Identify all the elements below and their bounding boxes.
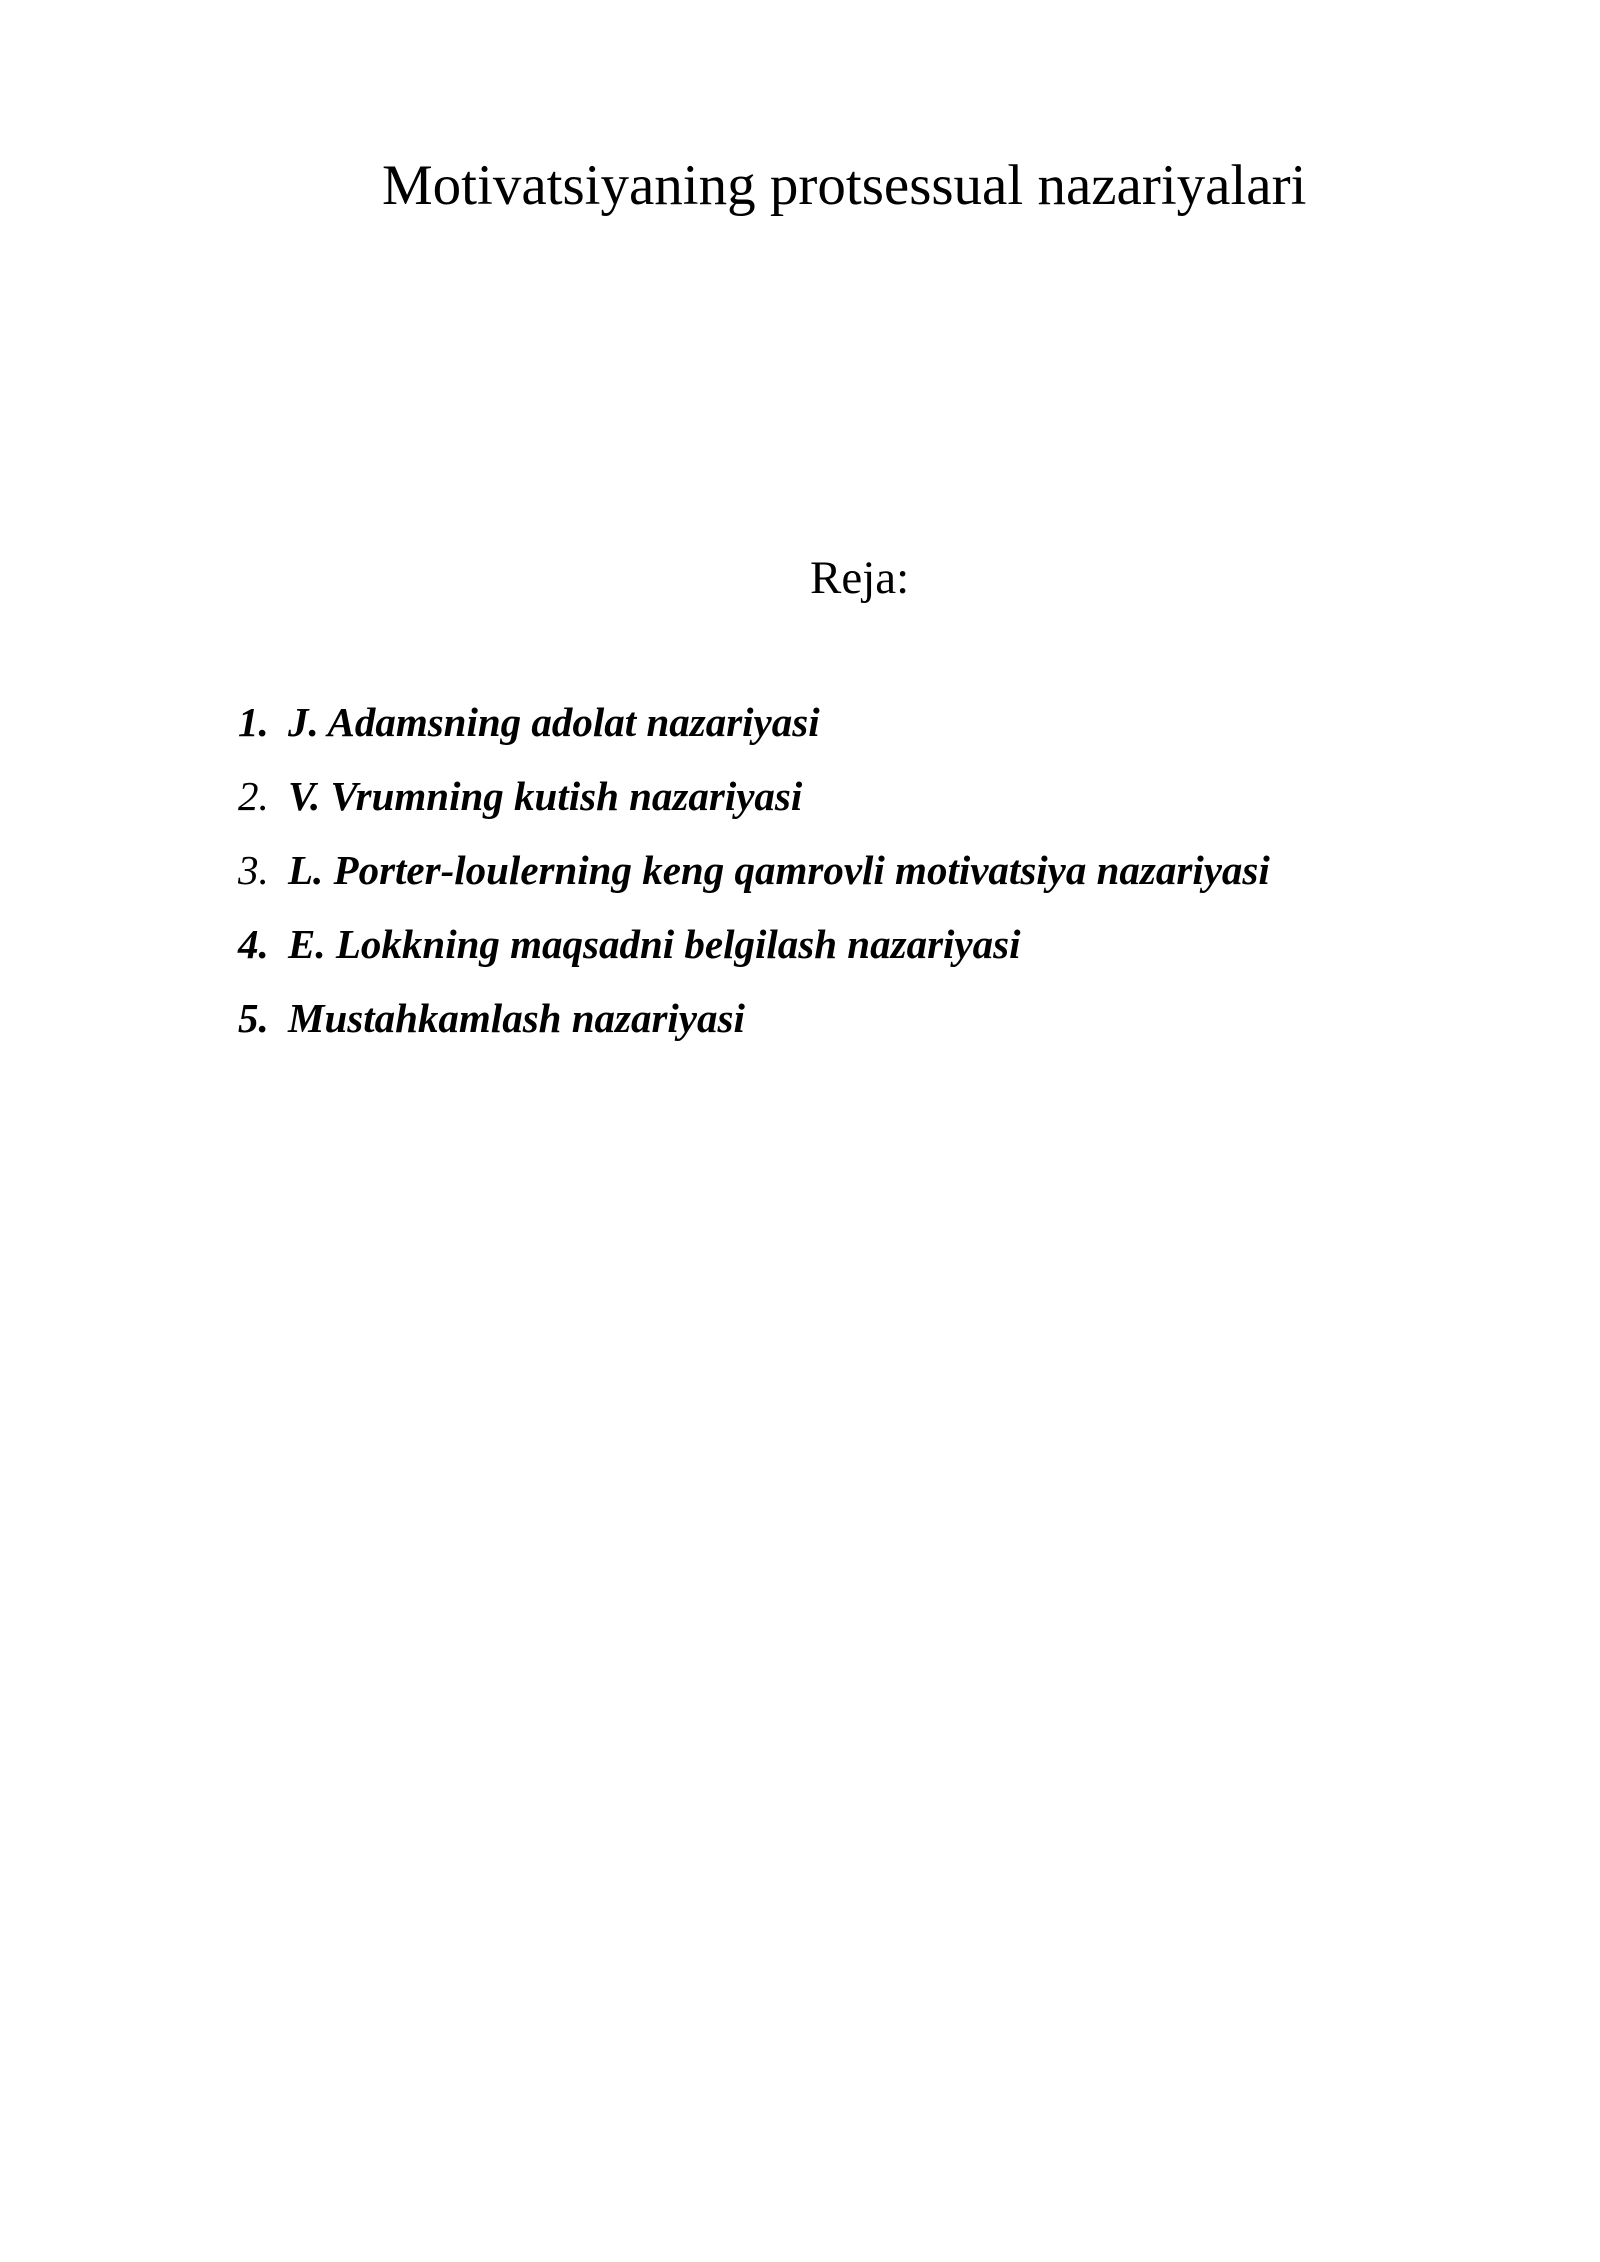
plan-item-3: [238, 842, 1270, 916]
plan-item-number: 1.: [238, 699, 269, 745]
plan-item-text: J. Adamsning adolat nazariyasi: [288, 699, 820, 745]
plan-heading: Reja:: [810, 552, 910, 604]
plan-list: [238, 694, 1270, 1064]
plan-item-number: 5.: [238, 995, 269, 1041]
plan-item-5: [238, 990, 1270, 1064]
plan-item-4: [238, 916, 1270, 990]
plan-item-text: Mustahkamlash nazariyasi: [288, 995, 745, 1041]
plan-item-2: [238, 768, 1270, 842]
plan-item-text: V. Vrumning kutish nazariyasi: [288, 773, 803, 819]
plan-item-number: 4.: [238, 921, 269, 967]
plan-item-number: 3.: [238, 847, 269, 893]
document-title: Motivatsiyaning protsessual nazariyalari: [382, 154, 1307, 217]
plan-item-text: L. Porter-loulerning keng qamrovli motivatsiya nazariyasi: [288, 847, 1270, 893]
plan-item-number: 2.: [238, 773, 269, 819]
plan-item-1: [238, 694, 1270, 768]
plan-item-text: E. Lokkning maqsadni belgilash nazariyasi: [288, 921, 1021, 967]
